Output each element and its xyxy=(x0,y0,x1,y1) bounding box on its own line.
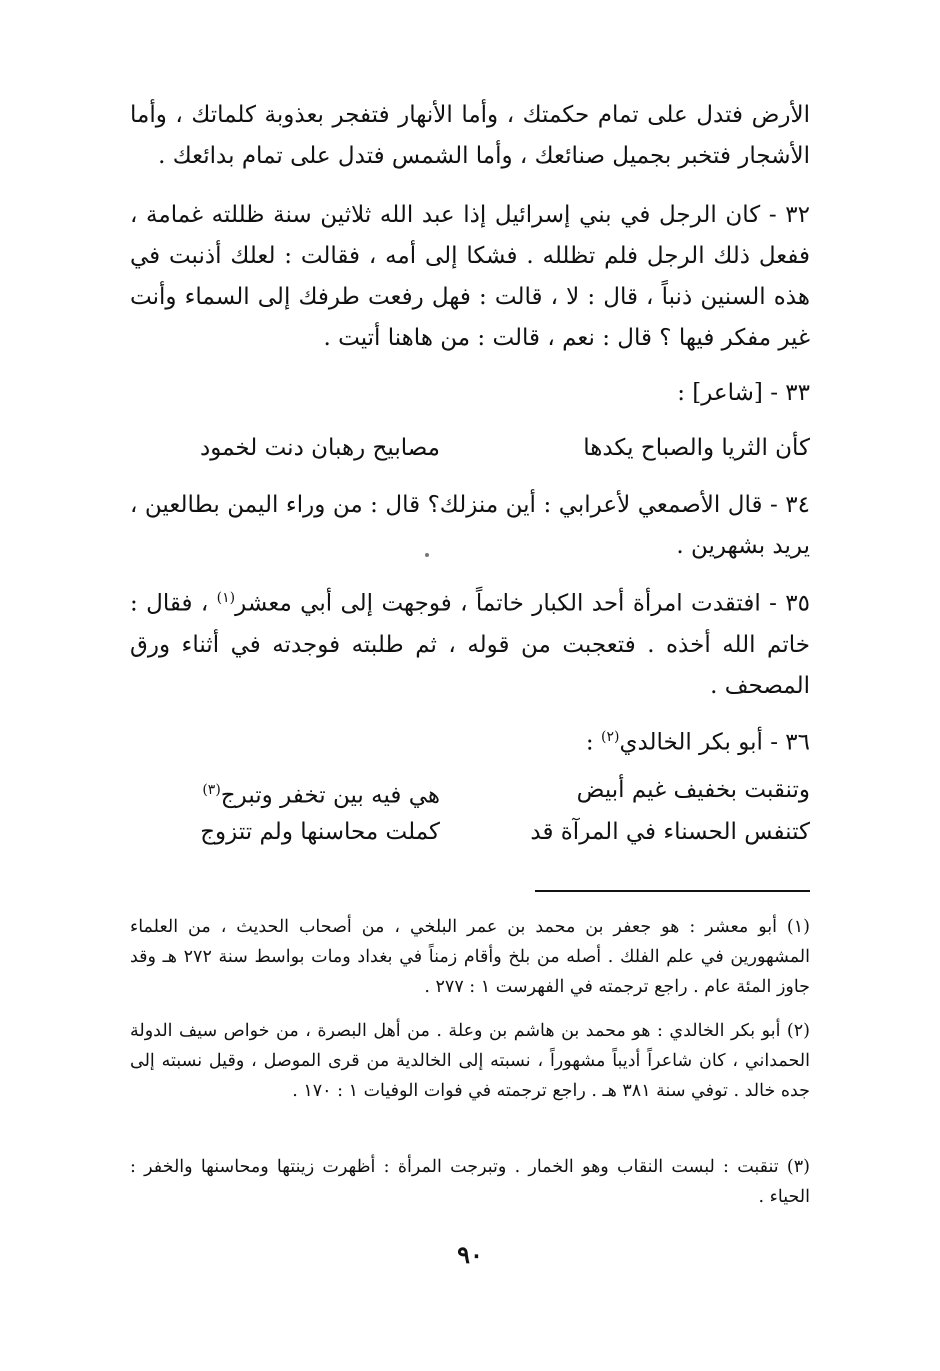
verse-36-line1-second-text: هي فيه بين تخفر وتبرج xyxy=(220,782,440,809)
paragraph-35-text-b: ، فقال : خاتم الله أخذه . فتعجبت من قوله ، ثم طلبته فوجدته في أثناء ورق المصحف . xyxy=(130,590,810,699)
page-number: ٩٠ xyxy=(457,1240,483,1269)
verse-36-line1-second xyxy=(202,770,440,816)
heading-36-text: ٣٦ - أبو بكر الخالدي xyxy=(619,729,810,756)
footnote-separator xyxy=(535,890,810,892)
paragraph-32: ٣٢ - كان الرجل في بني إسرائيل إذا عبد الله ثلاثين سنة ظللته غمامة ، ففعل ذلك الرجل فلم تظلله . فشكا إلى أمه ، فقالت : لعلك أذنبت في هذه السنين ذنباً ، قال : لا ، قالت : فهل رفعت طرفك إلى السماء وأنت غير مفكر فيها ؟ قال : نعم ، قالت : من هاهنا أتيت . xyxy=(130,202,810,351)
verse-36-line2-second: كملت محاسنها ولم تتزوج xyxy=(200,819,440,845)
ink-speck xyxy=(425,553,429,557)
footnote-ref-3: (٣) xyxy=(202,782,221,798)
verse-36-line1-first: وتنقبت بخفيف غيم أبيض xyxy=(576,777,810,803)
paragraph-34: ٣٤ - قال الأصمعي لأعرابي : أين منزلك؟ قال : من وراء اليمن بطالعين ، يريد بشهرين . xyxy=(130,492,810,559)
verse-36-line2-first: كتنفس الحسناء في المرآة قد xyxy=(530,819,810,845)
heading-36-colon: : xyxy=(585,729,601,756)
verse-33-second-hemistich: مصابيح رهبان دنت لخمود xyxy=(200,435,440,461)
footnote-3: (٣) تنقبت : لبست النقاب وهو الخمار . وتبرجت المرأة : أظهرت زينتها ومحاسنها والخفر : الحياء . xyxy=(130,1157,810,1207)
heading-36 xyxy=(130,717,810,763)
verse-33-first-hemistich: كأن الثريا والصباح يكدها xyxy=(583,435,810,461)
footnote-1: (١) أبو معشر : هو جعفر بن محمد بن عمر البلخي ، من أصحاب الحديث ، من العلماء المشهورين في علم الفلك . أصله من بلخ وأقام زمناً في بغداد ومات بواسط سنة ٢٧٢ هـ وقد جاوز المئة عام . راجع ترجمته في الفهرست ١ : ٢٧٧ . xyxy=(130,917,811,997)
footnote-ref-2: (٢) xyxy=(600,729,620,745)
paragraph-35-text-a: ٣٥ - افتقدت امرأة أحد الكبار خاتماً ، فوجهت إلى أبي معشر xyxy=(235,590,810,617)
heading-33: ٣٣ - [شاعر] : xyxy=(677,380,810,406)
footnote-2: (٢) أبو بكر الخالدي : هو محمد بن هاشم بن وعلة . من أهل البصرة ، من خواص سيف الدولة الحمداني ، كان شاعراً أديباً مشهوراً ، نسبته إلى الخالدية من قرى الموصل ، وقيل نسبته إلى جده خالد . توفي سنة ٣٨١ هـ . راجع ترجمته في فوات الوفيات ١ : ١٧٠ . xyxy=(130,1021,810,1101)
footnote-ref-1: (١) xyxy=(216,590,236,606)
paragraph-35 xyxy=(130,578,810,707)
paragraph-intro: الأرض فتدل على تمام حكمتك ، وأما الأنهار فتفجر بعذوبة كلماتك ، وأما الأشجار فتخبر بجميل صنائعك ، وأما الشمس فتدل على تمام بدائعك . xyxy=(130,102,810,169)
